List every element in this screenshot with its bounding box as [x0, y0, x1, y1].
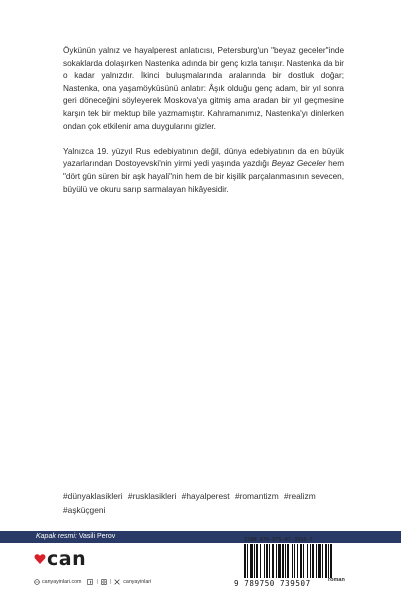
hashtag: #romantizm	[234, 491, 279, 501]
genre-label: roman	[328, 577, 345, 583]
publisher-logo	[34, 548, 86, 570]
barcode-digits: 9 789750 739507	[234, 579, 311, 588]
facebook-icon	[87, 579, 93, 585]
publisher-footer	[34, 577, 354, 587]
separator: |	[109, 579, 112, 585]
blurb-paragraph-2-end: hem "dört gün süren bir aşk hayali"nin hem de bir kişilik parçalanmasının sevecen, büyülü ve okuru sarıp sarmalayan hikâyesidir.	[63, 159, 345, 194]
hashtag: #aşküçgeni	[63, 504, 106, 515]
x-icon	[114, 579, 120, 585]
publisher-wordmark: can	[47, 548, 87, 570]
blurb-paragraph-2	[63, 146, 344, 196]
hashtag: #realizm	[284, 491, 316, 501]
separator: |	[96, 579, 98, 585]
cover-credit	[36, 532, 115, 542]
cover-credit-label: Kapak resmi:	[36, 533, 77, 540]
isbn-text: ISBN 978-975-07-3950-7	[244, 537, 313, 543]
publisher-website[interactable]: canyayinlari.com	[42, 579, 82, 585]
hashtag: #dünyaklasikleri	[63, 491, 123, 501]
blurb-paragraph-2-start: Yalnızca 19. yüzyıl Rus edebiyatının değil, dünya edebiyatının da en büyük yazarlarından Dostoyevski'nin yirmi yedi yaşında yazdığı	[63, 146, 344, 169]
instagram-icon	[101, 579, 107, 585]
heart-icon	[34, 553, 46, 565]
cover-credit-artist: Vasili Perov	[78, 533, 116, 540]
globe-icon	[34, 579, 40, 585]
hashtags	[63, 490, 353, 517]
publisher-handle[interactable]: canyayinlari	[123, 579, 152, 585]
blurb	[63, 45, 344, 209]
barcode	[242, 544, 370, 580]
hashtag: #hayalperest	[181, 491, 230, 501]
hashtag: #rusklasikleri	[127, 491, 177, 501]
book-title: Beyaz Geceler	[271, 159, 326, 169]
cover-credit-bar	[0, 531, 401, 543]
blurb-paragraph-1: Öykünün yalnız ve hayalperest anlatıcısı, Petersburg'un "beyaz geceler"inde sokaklarda dolaşırken Nastenka adında bir genç kızla tanışır. Nastenka da bir o kadar yalnızdır. İkinci buluşmalarında aralarında bir dostluk doğar; Nastenka, ona yaşamöyküsünü anlatır: Âşık olduğu genç adam, bir yıl sonra geri döneceğini söyleyerek Moskova'ya gitmiş ama aradan bir yıl geçmesine karşın tek bir mektup bile yazmamıştır. Kahramanımız, Nastenka'yı dinlerken ondan çok etkilenir ama duygularını gizler.	[63, 46, 344, 131]
